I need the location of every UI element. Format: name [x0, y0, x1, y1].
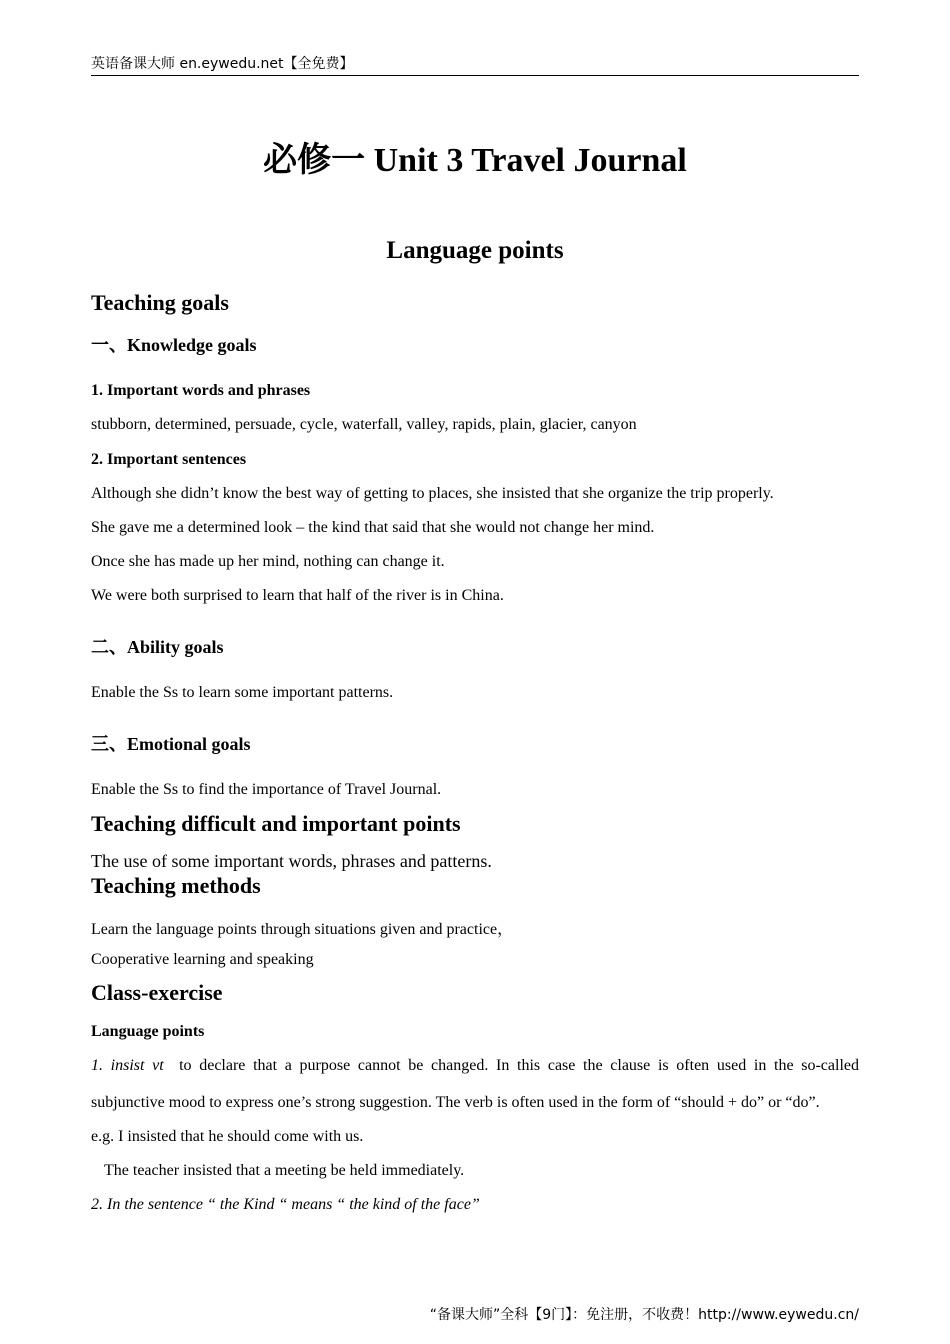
methods-line-2: Cooperative learning and speaking	[91, 951, 314, 968]
knowledge-goals-heading: 一、Knowledge goals	[91, 335, 257, 355]
emotional-goals-heading: 三、Emotional goals	[91, 734, 251, 754]
teaching-methods-heading: Teaching methods	[91, 873, 261, 898]
insist-definition-continued: subjunctive mood to express one’s strong suggestion. The verb is often used in the form of “should + do” or “do”.	[91, 1094, 820, 1111]
insist-example-2: The teacher insisted that a meeting be held immediately.	[104, 1162, 465, 1179]
sentence-1: Although she didn’t know the best way of getting to places, she insisted that she organize the trip properly.	[91, 485, 774, 502]
methods-line-1: Learn the language points through situations given and practice，	[91, 921, 514, 938]
sentence-4: We were both surprised to learn that half of the river is in China.	[91, 587, 504, 604]
page-footer: “备课大师”全科【9门】：免注册，不收费！http://www.eywedu.cn/	[429, 1307, 859, 1323]
emotional-goals-text: Enable the Ss to find the importance of Travel Journal.	[91, 781, 442, 798]
ability-goals-text: Enable the Ss to learn some important patterns.	[91, 684, 394, 701]
difficult-points-text: The use of some important words, phrases and patterns.	[91, 851, 492, 871]
difficult-points-heading: Teaching difficult and important points	[91, 811, 461, 836]
item-2-the-kind: 2. In the sentence “ the Kind “ means “ the kind of the face”	[91, 1196, 480, 1213]
sentence-2: She gave me a determined look – the kind that said that she would not change her mind.	[91, 519, 655, 536]
document-subtitle: Language points	[386, 237, 564, 264]
document-title: 必修一 Unit 3 Travel Journal	[263, 142, 687, 179]
insist-definition	[91, 1057, 859, 1075]
insist-definition-text: to declare that a purpose cannot be changed. In this case the clause is often used in the so-called	[179, 1057, 860, 1074]
insist-term: 1. insist vt	[91, 1057, 164, 1074]
page-header: 英语备课大师 en.eywedu.net【全免费】	[91, 56, 859, 76]
teaching-goals-heading: Teaching goals	[91, 290, 229, 315]
language-points-subheading: Language points	[91, 1023, 205, 1040]
insist-example-1: e.g. I insisted that he should come with us.	[91, 1128, 364, 1145]
class-exercise-heading: Class-exercise	[91, 980, 223, 1005]
important-words-heading: 1. Important words and phrases	[91, 382, 311, 399]
ability-goals-heading: 二、Ability goals	[91, 637, 224, 657]
sentence-3: Once she has made up her mind, nothing can change it.	[91, 553, 445, 570]
important-words-list: stubborn, determined, persuade, cycle, waterfall, valley, rapids, plain, glacier, canyon	[91, 416, 637, 433]
important-sentences-heading: 2. Important sentences	[91, 451, 247, 468]
